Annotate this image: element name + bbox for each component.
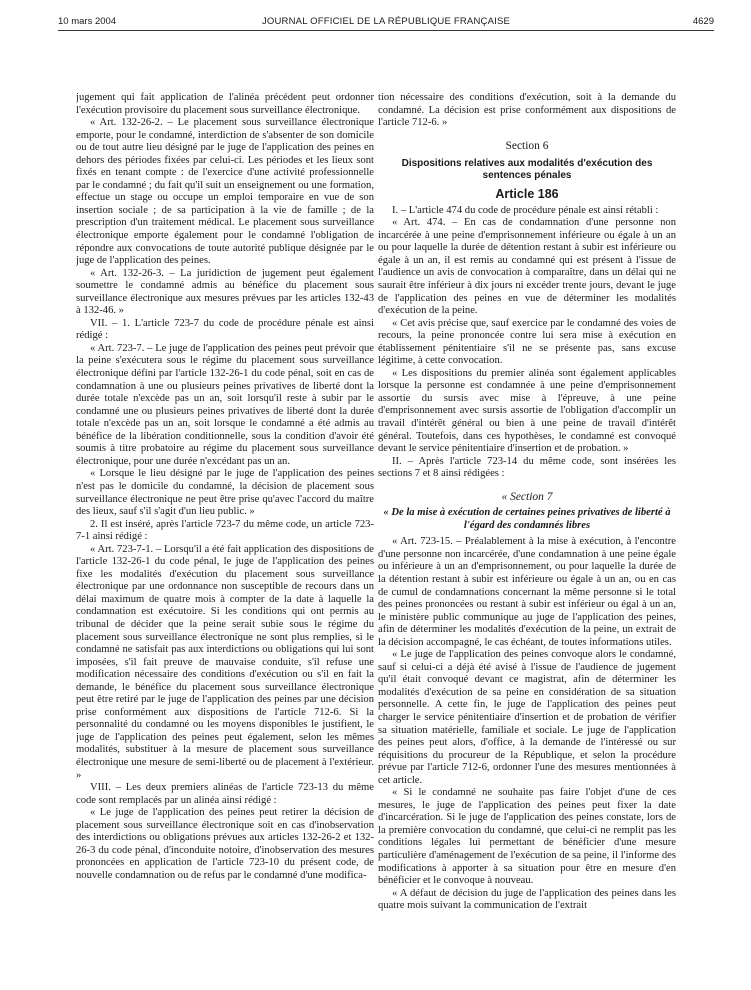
paragraph: « A défaut de décision du juge de l'application des peines dans les quatre mois suivant la communication de l'extrait <box>378 887 676 912</box>
paragraph: « Art. 474. – En cas de condamnation d'une personne non incarcérée à une peine d'emprisonnement inférieure ou égale à un an ou pour laquelle la durée de détention restant à subir est inférieure ou égale à un an, il est remis au condamné qui est présent à l'issue de l'audience un avis de convocation à comparaître, dans un délai qui ne saurait être inférieur à dix jours ni excéder trente jours, devant le juge de l'application des peines en vue de déterminer les modalités d'exécution de la peine. <box>378 217 676 317</box>
paragraph: « Art. 132-26-2. – Le placement sous surveillance électronique emporte, pour le condamné, interdiction de s'absenter de son domicile ou de tout autre lieu désigné par le juge de l'application des peines en dehors des périodes fixées par celui-ci. Les périodes et les lieux sont fixés en tenant compte : de l'exercice d'une activité professionnelle par le condamné ; du fait qu'il suit un enseignement ou une formation, effectue un stage ou occupe un emploi temporaire en vue de son insertion sociale ; de sa participation à la vie de famille ; de la prescription d'un traitement médical. Le placement sous surveillance électronique emporte également pour le condamné l'obligation de répondre aux convocations de toute autorité publique désignée par le juge de l'application des peines. <box>76 117 374 267</box>
paragraph: « Le juge de l'application des peines peut retirer la décision de placement sous surveillance électronique soit en cas d'inobservation des interdictions ou obligations prévues aux articles 132-26-2 et 132-26-3 du code pénal, d'inconduite notoire, d'inobservation des mesures prononcées en application de l'article 723-10 du présent code, de nouvelle condamnation ou de refus par le condamné d'une modifica- <box>76 807 374 881</box>
paragraph: I. – L'article 474 du code de procédure pénale est ainsi rétabli : <box>392 204 659 216</box>
paragraph: II. – Après l'article 723-14 du même code, sont insérées les sections 7 et 8 ainsi rédigées : <box>378 455 676 480</box>
paragraph: jugement qui fait application de l'alinéa précédent peut ordonner l'exécution provisoire du placement sous surveillance électronique. <box>76 92 374 116</box>
paragraph: « Art. 132-26-3. – La juridiction de jugement peut également soumettre le condamné admis au bénéfice du placement sous surveillance électronique aux mesures prévues par les articles 132-43 à 132-46. » <box>76 267 374 317</box>
paragraph: « Art. 723-7-1. – Lorsqu'il a été fait application des dispositions de l'article 132-26-1 du code pénal, le juge de l'application des peines fixe les modalités d'exécution du placement sous surveillance électronique par une ordonnance non susceptible de recours dans un délai maximum de quatre mois à compter de la date à laquelle la condamnation est exécutoire. Si les conditions qui ont permis au tribunal de décider que la peine serait subie sous le régime du placement sous surveillance électronique ne sont plus remplies, si le condamné ne satisfait pas aux interdictions ou obligations qui lui sont imposées, s'il fait preuve de mauvaise conduite, s'il refuse une modification nécessaire des conditions d'exécution ou s'il en fait la demande, le bénéfice du placement sous surveillance électronique peut être retiré par le juge de l'application des peines par une décision prise conformément aux dispositions de l'article 712-6. Si la personnalité du condamné ou les moyens disponibles le justifient, le juge de l'application des peines peut également, selon les mêmes modalités, substituer à la mesure de placement sous surveillance électronique une mesure de semi-liberté ou de placement à l'extérieur. » <box>76 543 374 781</box>
section-7-heading: « Section 7 <box>501 490 553 503</box>
header-journal-title: JOURNAL OFFICIEL DE LA RÉPUBLIQUE FRANÇAISE <box>261 16 511 27</box>
page-header <box>58 14 714 31</box>
paragraph: 2. Il est inséré, après l'article 723-7 du même code, un article 723-7-1 ainsi rédigé : <box>76 518 374 543</box>
left-column <box>76 92 374 982</box>
paragraph: « Le juge de l'application des peines convoque alors le condamné, sauf si celui-ci a déjà été avisé à l'issue de l'audience de jugement qu'il était convoqué devant ce magistrat, afin de déterminer les modalités d'exécution de sa peine en considération de sa situation personnelle. A cette fin, le juge de l'application des peines peut charger le service pénitentiaire d'insertion et de probation de vérifier sa situation matérielle, familiale et sociale. Le juge de l'application des peines peut alors, d'office, à la demande de l'intéressé ou sur réquisitions du procureur de la République, et selon la procédure prévue par l'article 712-6, ordonner l'une des mesures mentionnées à cet article. <box>378 649 676 786</box>
paragraph: VII. – 1. L'article 723-7 du code de procédure pénale est ainsi rédigé : <box>76 317 374 342</box>
paragraph: « Cet avis précise que, sauf exercice par le condamné des voies de recours, la peine prononcée contre lui sera mise à exécution en établissement pénitentiaire s'il ne se présente pas, sans excuse légitime, à cette convocation. <box>378 317 676 367</box>
header-date: 10 mars 2004 <box>58 16 117 27</box>
right-column <box>378 92 676 982</box>
section-7-title: « De la mise à exécution de certaines peines privatives de liberté à l'égard des condamnés libres <box>383 507 671 531</box>
paragraph: « Les dispositions du premier alinéa sont également applicables lorsque la personne est condamnée à une peine d'emprisonnement assortie du sursis avec mise à l'épreuve, à une peine d'emprisonnement avec sursis assortie de l'obligation d'accomplir un travail d'intérêt général ou bien à une peine de travail d'intérêt général. Toutefois, dans ces hypothèses, le condamné est convoqué devant le service pénitentiaire d'insertion et de probation. » <box>378 367 676 455</box>
paragraph: tion nécessaire des conditions d'exécution, soit à la demande du condamné. La décision est prise conformément aux dispositions de l'article 712-6. » <box>378 92 676 129</box>
paragraph: « Art. 723-7. – Le juge de l'application des peines peut prévoir que la peine s'exécutera sous le régime du placement sous surveillance électronique défini par l'article 132-26-1 du code pénal, soit en cas de condamnation à une ou plusieurs peines privatives de liberté dont la durée totale n'excède pas un an, soit lorsqu'il reste à subir par le condamné une ou plusieurs peines privatives de liberté dont la durée totale n'excède pas un an, soit lorsque le condamné a été admis au bénéfice de la libération conditionnelle, sous la condition d'avoir été soumis à titre probatoire au régime du placement sous surveillance électronique, pour une durée n'excédant pas un an. <box>76 342 374 467</box>
section-6-title: Dispositions relatives aux modalités d'exécution des sentences pénales <box>401 158 653 182</box>
paragraph: « Si le condamné ne souhaite pas faire l'objet d'une de ces mesures, le juge de l'application des peines peut fixer la date d'incarcération. Si le juge de l'application des peines constate, lors de la première convocation du condamné, que celui-ci ne remplit pas les conditions légales lui permettant de bénéficier d'une mesure particulière d'aménagement de l'exécution de sa peine, il l'informe des modifications à apporter à sa situation pour être en mesure d'en bénéficier et le convoque à nouveau. <box>378 787 676 887</box>
paragraph: VIII. – Les deux premiers alinéas de l'article 723-13 du même code sont remplacés par un alinéa ainsi rédigé : <box>76 782 374 806</box>
section-6-heading: Section 6 <box>505 139 549 152</box>
header-page-number: 4629 <box>692 16 714 27</box>
paragraph: « Lorsque le lieu désigné par le juge de l'application des peines n'est pas le domicile du condamné, la décision de placement sous surveillance électronique ne peut être prise qu'avec l'accord du maître des lieux, sauf s'il s'agit d'un lieu public. » <box>76 468 374 518</box>
article-186-heading: Article 186 <box>495 187 559 202</box>
paragraph: « Art. 723-15. – Préalablement à la mise à exécution, à l'encontre d'une personne non incarcérée, d'une condamnation à une peine égale ou inférieure à un an d'emprisonnement, ou pour laquelle la durée de la détention restant à subir est inférieure ou égale à un an, ou en cas de cumul de condamnations concernant la même personne si le total des peines prononcées ou restant à subir est inférieur ou égal à un an, le ministère public communique au juge de l'application des peines, afin de déterminer les modalités d'exécution de la peine, un extrait de la décision accompagné, le cas échéant, de toutes informations utiles. <box>378 536 676 648</box>
